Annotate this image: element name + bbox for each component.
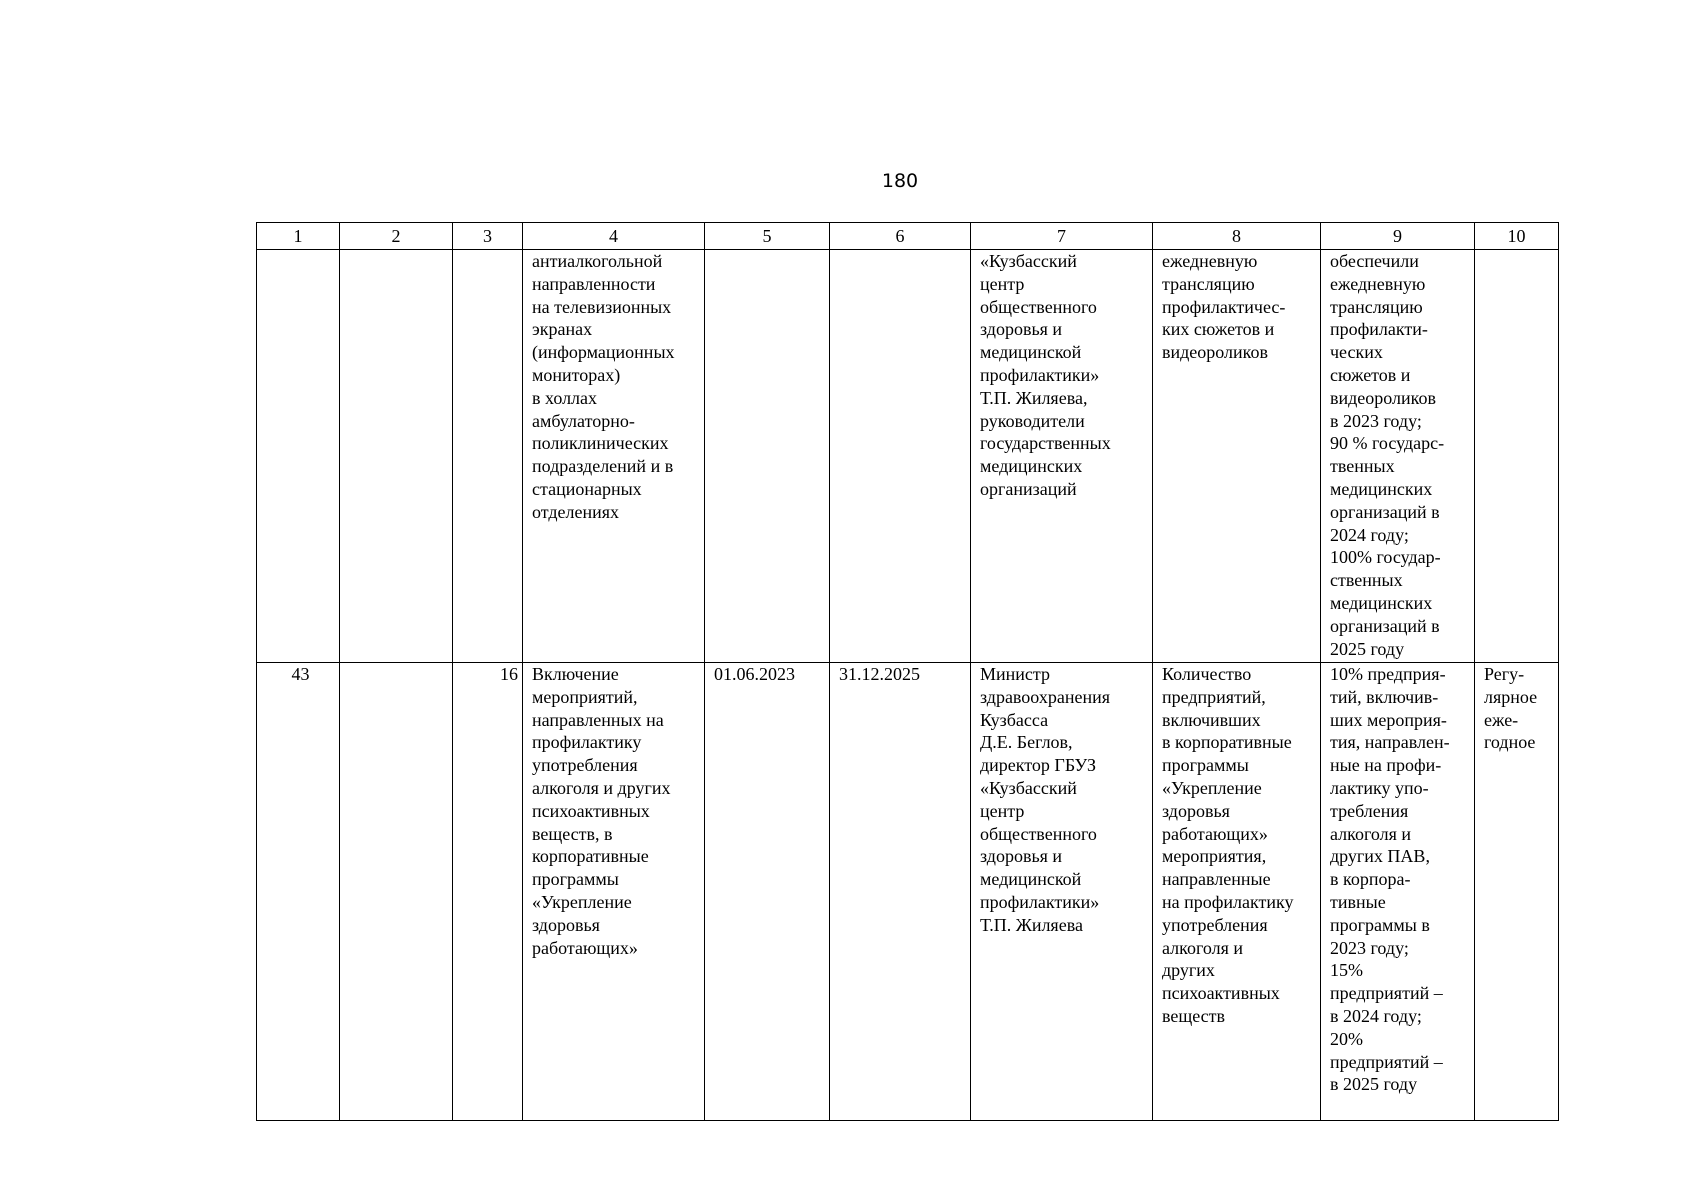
frequency-cell [1475, 663, 1559, 1121]
cell-line: общественного [980, 296, 1097, 317]
cell-line: подразделений и в [532, 456, 674, 477]
cell-line: профилактичес- [1162, 296, 1286, 317]
cell-line: 43 [291, 664, 310, 684]
cell-line: 10% предприя- [1330, 664, 1446, 684]
cell-line: профилактики» [980, 364, 1100, 385]
blank-cell [340, 250, 453, 663]
page-number: 180 [881, 170, 919, 192]
cell-line: требления [1330, 800, 1409, 821]
cell-line: направленности [532, 273, 656, 294]
row-number-cell [257, 250, 340, 663]
cell-line: здравоохранения [980, 686, 1111, 707]
cell-line: центр [980, 273, 1025, 294]
activity-cell [523, 663, 705, 1121]
item-number-cell [453, 663, 523, 1121]
cell-line: программы [532, 869, 619, 890]
column-number-8: 8 [1153, 223, 1321, 250]
cell-line: предприятий – [1330, 1051, 1443, 1072]
cell-line: медицинских [980, 456, 1083, 477]
cell-line: на телевизионных [532, 296, 672, 317]
cell-line: предприятий, [1162, 686, 1266, 707]
column-numbers-row [257, 223, 1559, 250]
cell-line: антиалкогольной [532, 251, 663, 271]
end-date-cell [830, 663, 971, 1121]
cell-line: здоровья [1162, 800, 1230, 821]
cell-line: еже- [1484, 709, 1519, 730]
cell-line: других ПАВ, [1330, 846, 1430, 867]
cell-line: в 2024 году; [1330, 1005, 1422, 1026]
cell-line: психоактивных [1162, 983, 1280, 1004]
cell-line: включивших [1162, 709, 1261, 730]
cell-line: ких сюжетов и [1162, 319, 1275, 340]
cell-line: ные на профи- [1330, 755, 1442, 776]
cell-line: ших мероприя- [1330, 709, 1447, 730]
column-number-5: 5 [705, 223, 830, 250]
cell-line: профилакти- [1330, 319, 1428, 340]
cell-line: в корпоративные [1162, 732, 1292, 753]
indicator-cell [1153, 663, 1321, 1121]
cell-line: 2025 году [1330, 638, 1405, 659]
cell-line: ственных [1330, 570, 1403, 591]
cell-line: трансляцию [1330, 296, 1423, 317]
cell-line: экранах [532, 319, 593, 340]
cell-line: профилактики» [980, 891, 1100, 912]
activity-cell [523, 250, 705, 663]
start-date-cell [705, 250, 830, 663]
target-value-cell [1321, 250, 1475, 663]
cell-line: 31.12.2025 [839, 664, 920, 684]
responsible-cell [971, 250, 1153, 663]
cell-line: работающих» [532, 937, 638, 958]
table-row-continuation [257, 250, 1559, 663]
cell-line: алкоголя и других [532, 777, 671, 798]
start-date-cell [705, 663, 830, 1121]
cell-line: профилактику [532, 732, 642, 753]
cell-line: 2023 году; [1330, 937, 1409, 958]
cell-line: программы [1162, 755, 1249, 776]
plan-table [256, 222, 1559, 1121]
cell-line: 16 [500, 664, 518, 684]
cell-line: отделениях [532, 501, 620, 522]
cell-line: в корпора- [1330, 869, 1411, 890]
cell-line: Д.Е. Беглов, [980, 732, 1073, 753]
cell-line: здоровья [532, 914, 600, 935]
cell-line: «Кузбасский [980, 251, 1077, 271]
cell-line: медицинских [1330, 592, 1433, 613]
cell-line: руководители [980, 410, 1085, 431]
cell-line: веществ, в [532, 823, 613, 844]
cell-line: лярное [1484, 686, 1538, 707]
cell-line: 90 % государс- [1330, 433, 1445, 454]
column-number-10: 10 [1475, 223, 1559, 250]
cell-line: мониторах) [532, 364, 621, 385]
column-number-7: 7 [971, 223, 1153, 250]
responsible-cell [971, 663, 1153, 1121]
cell-line: медицинских [1330, 478, 1433, 499]
cell-line: твенных [1330, 456, 1395, 477]
cell-line: направленные [1162, 869, 1271, 890]
item-number-cell [453, 250, 523, 663]
cell-line: здоровья и [980, 319, 1063, 340]
cell-line: центр [980, 800, 1025, 821]
cell-line: мероприятий, [532, 686, 638, 707]
cell-line: веществ [1162, 1005, 1226, 1026]
cell-line: мероприятия, [1162, 846, 1267, 867]
cell-line: 100% государ- [1330, 547, 1441, 568]
cell-line: в 2023 году; [1330, 410, 1422, 431]
cell-line: (информационных [532, 342, 675, 363]
cell-line: в 2025 году [1330, 1074, 1418, 1095]
cell-line: амбулаторно- [532, 410, 635, 431]
cell-line: трансляцию [1162, 273, 1255, 294]
cell-line: общественного [980, 823, 1097, 844]
cell-line: Кузбасса [980, 709, 1049, 730]
cell-line: корпоративные [532, 846, 649, 867]
cell-line: тивные [1330, 891, 1386, 912]
column-number-2: 2 [340, 223, 453, 250]
cell-line: медицинской [980, 342, 1082, 363]
cell-line: здоровья и [980, 846, 1063, 867]
cell-line: алкоголя и [1162, 937, 1244, 958]
cell-line: Количество [1162, 664, 1252, 684]
column-number-3: 3 [453, 223, 523, 250]
cell-line: направленных на [532, 709, 664, 730]
cell-line: психоактивных [532, 800, 650, 821]
cell-line: медицинской [980, 869, 1082, 890]
cell-line: 01.06.2023 [714, 664, 795, 684]
cell-line: употребления [532, 755, 638, 776]
cell-line: в холлах [532, 387, 598, 408]
cell-line: Т.П. Жиляева, [980, 387, 1088, 408]
row-number-cell [257, 663, 340, 1121]
cell-line: предприятий – [1330, 983, 1443, 1004]
cell-line: Регу- [1484, 664, 1525, 684]
frequency-cell [1475, 250, 1559, 663]
cell-line: других [1162, 960, 1215, 981]
target-value-cell [1321, 663, 1475, 1121]
cell-line: организаций в [1330, 615, 1440, 636]
cell-line: директор ГБУЗ [980, 755, 1097, 776]
cell-line: видеороликов [1162, 342, 1268, 363]
cell-line: организаций в [1330, 501, 1440, 522]
cell-line: употребления [1162, 914, 1268, 935]
cell-line: 20% [1330, 1028, 1363, 1049]
cell-line: на профилактику [1162, 891, 1294, 912]
cell-line: видеороликов [1330, 387, 1436, 408]
cell-line: Министр [980, 664, 1050, 684]
indicator-cell [1153, 250, 1321, 663]
cell-line: «Кузбасский [980, 777, 1077, 798]
cell-line: программы в [1330, 914, 1430, 935]
cell-line: годное [1484, 732, 1536, 753]
cell-line: ческих [1330, 342, 1383, 363]
cell-line: тия, направлен- [1330, 732, 1450, 753]
end-date-cell [830, 250, 971, 663]
cell-line: Включение [532, 664, 619, 684]
table-row-43 [257, 663, 1559, 1121]
column-number-6: 6 [830, 223, 971, 250]
cell-line: алкоголя и [1330, 823, 1412, 844]
blank-cell [340, 663, 453, 1121]
cell-line: поликлинических [532, 433, 669, 454]
cell-line: стационарных [532, 478, 642, 499]
cell-line: ежедневную [1330, 273, 1426, 294]
cell-line: 15% [1330, 960, 1363, 981]
cell-line: работающих» [1162, 823, 1268, 844]
cell-line: ежедневную [1162, 251, 1258, 271]
cell-line: обеспечили [1330, 251, 1419, 271]
cell-line: сюжетов и [1330, 364, 1411, 385]
cell-line: тий, включив- [1330, 686, 1439, 707]
column-number-9: 9 [1321, 223, 1475, 250]
column-number-4: 4 [523, 223, 705, 250]
cell-line: «Укрепление [532, 891, 632, 912]
cell-line: государственных [980, 433, 1111, 454]
cell-line: лактику упо- [1330, 777, 1429, 798]
column-number-1: 1 [257, 223, 340, 250]
cell-line: Т.П. Жиляева [980, 914, 1083, 935]
cell-line: организаций [980, 478, 1077, 499]
cell-line: 2024 году; [1330, 524, 1409, 545]
cell-line: «Укрепление [1162, 777, 1262, 798]
